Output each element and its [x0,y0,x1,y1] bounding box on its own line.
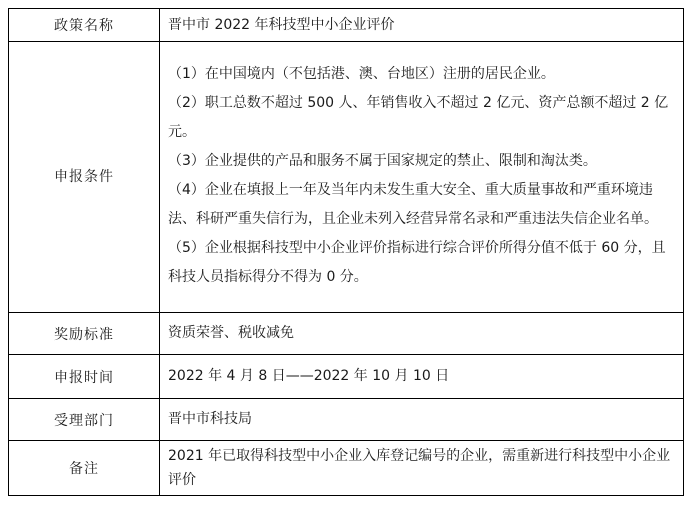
row-conditions [9,42,684,313]
condition-item-1: （1）在中国境内（不包括港、澳、台地区）注册的居民企业。 [168,66,555,82]
note-value: 2021 年已取得科技型中小企业入库登记编号的企业，需重新进行科技型中小企业评价 [160,441,684,496]
reward-label: 奖励标准 [9,313,160,355]
conditions-label: 申报条件 [9,42,160,313]
condition-item-2: （2）职工总数不超过 500 人、年销售收入不超过 2 亿元、资产总额不超过 2 亿元。 [168,95,669,140]
condition-item-3: （3）企业提供的产品和服务不属于国家规定的禁止、限制和淘汰类。 [168,153,597,169]
conditions-list [160,42,684,313]
row-policy-name [9,9,684,42]
time-label: 申报时间 [9,355,160,399]
time-value: 2022 年 4 月 8 日——2022 年 10 月 10 日 [160,355,684,399]
row-department [9,399,684,441]
department-label: 受理部门 [9,399,160,441]
reward-value: 资质荣誉、税收减免 [160,313,684,355]
policy-name-value: 晋中市 2022 年科技型中小企业评价 [160,9,684,42]
policy-name-label: 政策名称 [9,9,160,42]
row-note [9,441,684,496]
row-time [9,355,684,399]
row-reward [9,313,684,355]
condition-item-4: （4）企业在填报上一年及当年内未发生重大安全、重大质量事故和严重环境违法、科研严重失信行为，且企业未列入经营异常名录和严重违法失信企业名单。 [168,182,658,227]
note-label: 备注 [9,441,160,496]
department-value: 晋中市科技局 [160,399,684,441]
condition-item-5: （5）企业根据科技型中小企业评价指标进行综合评价所得分值不低于 60 分，且科技人员指标得分不得为 0 分。 [168,240,666,285]
policy-table [8,8,684,496]
